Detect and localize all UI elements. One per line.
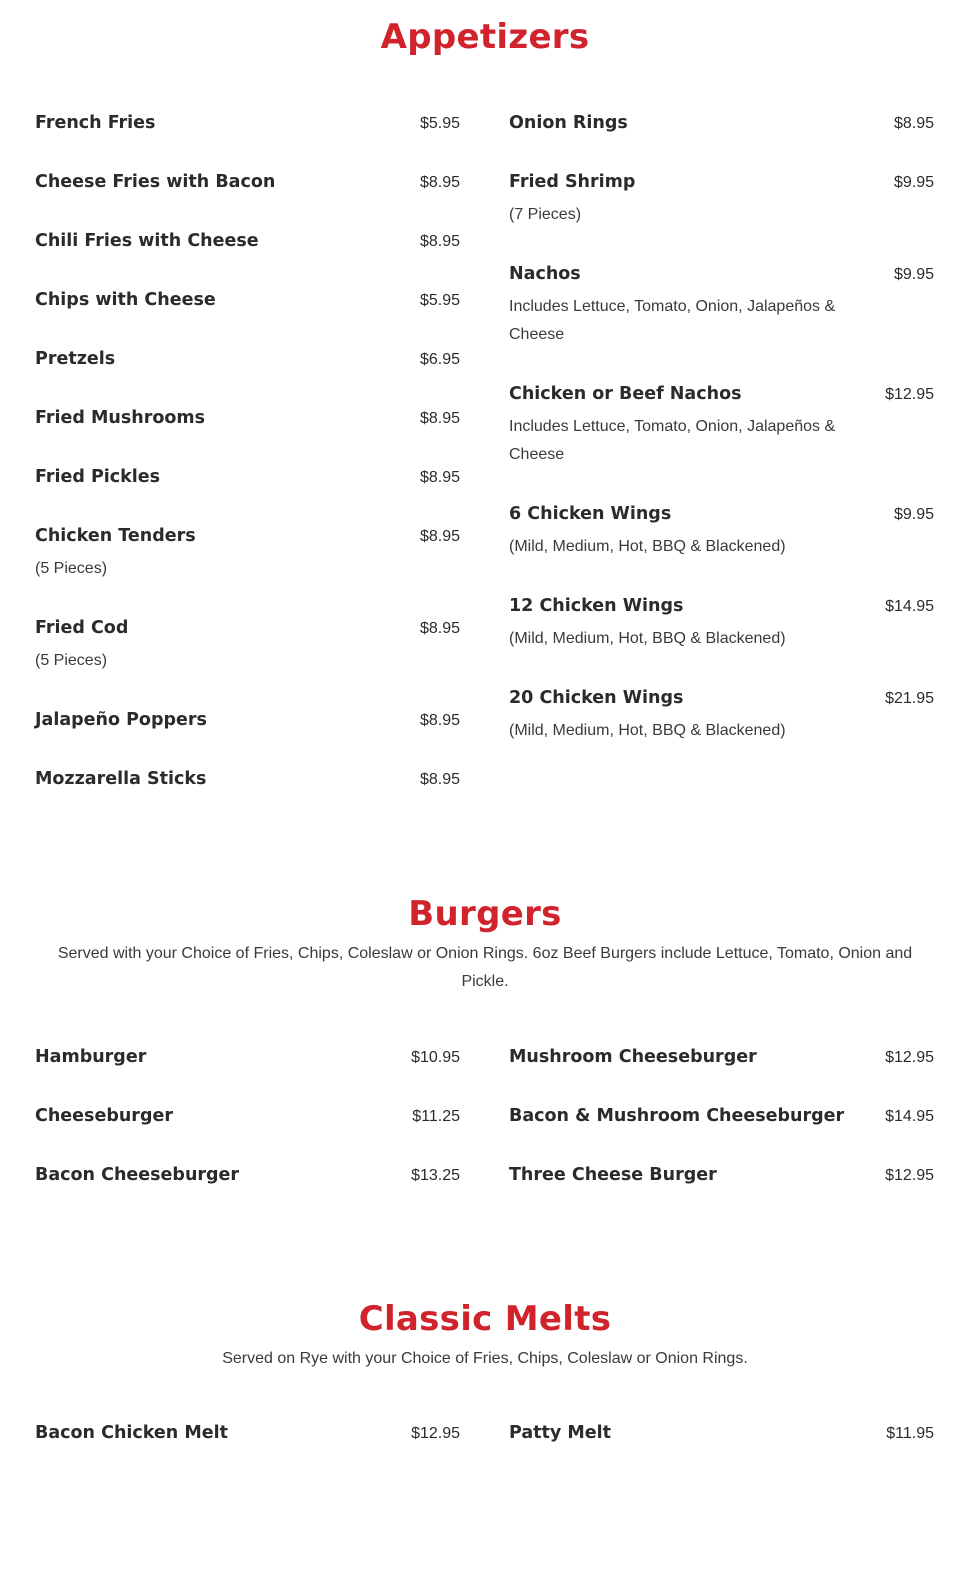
menu-item bbox=[35, 228, 460, 255]
menu-item-description: (5 Pieces) bbox=[35, 652, 108, 669]
menu-item bbox=[509, 110, 934, 137]
menu-item-price: $5.95 bbox=[419, 292, 460, 309]
menu-item-description: (Mild, Medium, Hot, BBQ & Blackened) bbox=[509, 630, 786, 647]
menu-item-row bbox=[35, 707, 460, 734]
appetizers-right-column bbox=[509, 110, 934, 777]
melts-right-column bbox=[509, 1420, 934, 1479]
menu-item-name: Bacon & Mushroom Cheeseburger bbox=[509, 1106, 845, 1126]
menu-item-price: $6.95 bbox=[419, 351, 460, 368]
menu-item-name: Three Cheese Burger bbox=[509, 1165, 717, 1185]
menu-item bbox=[35, 1103, 460, 1130]
menu-item-price: $12.95 bbox=[885, 1167, 934, 1184]
menu-item-row bbox=[35, 1044, 460, 1071]
menu-item bbox=[35, 1162, 460, 1189]
menu-item bbox=[509, 1044, 934, 1071]
menu-item-name: Nachos bbox=[509, 264, 581, 284]
menu-item bbox=[35, 405, 460, 432]
menu-item-name: Mushroom Cheeseburger bbox=[509, 1047, 757, 1067]
menu-item-price: $9.95 bbox=[893, 174, 934, 191]
menu-item-row bbox=[509, 1162, 934, 1189]
menu-item bbox=[35, 287, 460, 314]
burgers-left-column bbox=[35, 1044, 460, 1221]
burgers-section bbox=[0, 894, 970, 996]
menu-item-name: Chili Fries with Cheese bbox=[35, 231, 259, 251]
menu-item-name: 6 Chicken Wings bbox=[509, 504, 672, 524]
menu-item bbox=[509, 261, 934, 349]
menu-item-row bbox=[35, 615, 460, 642]
menu-item-description: Includes Lettuce, Tomato, Onion, Jalapeños & Cheese bbox=[509, 418, 836, 463]
menu-item-row bbox=[509, 1044, 934, 1071]
menu-item-price: $8.95 bbox=[419, 620, 460, 637]
menu-item bbox=[509, 501, 934, 561]
menu-item-row bbox=[35, 1103, 460, 1130]
menu-item bbox=[35, 766, 460, 793]
menu-item bbox=[35, 110, 460, 137]
menu-item bbox=[509, 1420, 934, 1447]
appetizers-title: Appetizers bbox=[380, 17, 590, 57]
menu-item-price: $8.95 bbox=[893, 115, 934, 132]
menu-item-price: $8.95 bbox=[419, 233, 460, 250]
menu-item-price: $11.25 bbox=[412, 1108, 460, 1125]
menu-item-name: Mozzarella Sticks bbox=[35, 769, 207, 789]
menu-item-name: 12 Chicken Wings bbox=[509, 596, 684, 616]
menu-item-price: $12.95 bbox=[885, 386, 934, 403]
menu-item bbox=[509, 1103, 934, 1130]
menu-item-name: Cheeseburger bbox=[35, 1106, 173, 1126]
menu-item-price: $8.95 bbox=[419, 174, 460, 191]
menu-item-name: Cheese Fries with Bacon bbox=[35, 172, 276, 192]
menu-item-row bbox=[509, 501, 934, 528]
menu-item-row bbox=[509, 169, 934, 196]
appetizers-section bbox=[0, 17, 970, 57]
menu-item-row bbox=[35, 169, 460, 196]
menu-item-price: $8.95 bbox=[419, 771, 460, 788]
menu-item-row bbox=[35, 287, 460, 314]
menu-item-price: $5.95 bbox=[419, 115, 460, 132]
menu-item-name: Chicken Tenders bbox=[35, 526, 196, 546]
menu-item bbox=[35, 464, 460, 491]
menu-item-name: Pretzels bbox=[35, 349, 116, 369]
menu-item-name: Fried Shrimp bbox=[509, 172, 636, 192]
menu-item-description: (5 Pieces) bbox=[35, 560, 108, 577]
menu-item-row bbox=[35, 766, 460, 793]
menu-item-price: $12.95 bbox=[885, 1049, 934, 1066]
menu-item-row bbox=[509, 381, 934, 408]
menu-item bbox=[35, 615, 460, 675]
menu-item-name: Fried Pickles bbox=[35, 467, 161, 487]
menu-item-row bbox=[509, 110, 934, 137]
menu-item bbox=[509, 593, 934, 653]
menu-item bbox=[35, 346, 460, 373]
burgers-right-column bbox=[509, 1044, 934, 1221]
menu-item-row bbox=[35, 228, 460, 255]
menu-item-name: Hamburger bbox=[35, 1047, 147, 1067]
menu-item-name: Bacon Chicken Melt bbox=[35, 1423, 229, 1443]
menu-item-row bbox=[35, 110, 460, 137]
menu-item-row bbox=[35, 346, 460, 373]
melts-section bbox=[0, 1299, 970, 1373]
menu-item bbox=[35, 169, 460, 196]
menu-item-row bbox=[509, 685, 934, 712]
menu-item-description: (Mild, Medium, Hot, BBQ & Blackened) bbox=[509, 722, 786, 739]
menu-item-row bbox=[35, 1162, 460, 1189]
menu-item-description: Includes Lettuce, Tomato, Onion, Jalapeños & Cheese bbox=[509, 298, 836, 343]
menu-item-name: Fried Cod bbox=[35, 618, 129, 638]
menu-item-name: French Fries bbox=[35, 113, 156, 133]
menu-item bbox=[509, 685, 934, 745]
burgers-description: Served with your Choice of Fries, Chips, Coleslaw or Onion Rings. 6oz Beef Burgers include Lettuce, Tomato, Onion and Pickle. bbox=[57, 945, 913, 990]
burgers-title: Burgers bbox=[408, 894, 562, 934]
menu-item bbox=[35, 1044, 460, 1071]
appetizers-left-column bbox=[35, 110, 460, 825]
menu-item-row bbox=[35, 1420, 460, 1447]
menu-item-price: $9.95 bbox=[893, 506, 934, 523]
menu-item-price: $8.95 bbox=[419, 469, 460, 486]
menu-item-price: $9.95 bbox=[893, 266, 934, 283]
menu-item-name: Onion Rings bbox=[509, 113, 628, 133]
menu-item-description: (Mild, Medium, Hot, BBQ & Blackened) bbox=[509, 538, 786, 555]
menu-item-price: $12.95 bbox=[411, 1425, 460, 1442]
menu-item-row bbox=[509, 261, 934, 288]
menu-item-name: Jalapeño Poppers bbox=[35, 710, 207, 730]
menu-item-description: (7 Pieces) bbox=[509, 206, 582, 223]
menu-item-price: $8.95 bbox=[419, 410, 460, 427]
melts-title: Classic Melts bbox=[358, 1299, 612, 1339]
menu-item-name: 20 Chicken Wings bbox=[509, 688, 684, 708]
menu-item-price: $8.95 bbox=[419, 528, 460, 545]
menu-item-price: $14.95 bbox=[885, 1108, 934, 1125]
menu-item bbox=[509, 1162, 934, 1189]
menu-item bbox=[35, 707, 460, 734]
menu-item bbox=[509, 169, 934, 229]
menu-item-price: $13.25 bbox=[411, 1167, 460, 1184]
menu-item bbox=[35, 523, 460, 583]
menu-item-row bbox=[509, 1420, 934, 1447]
menu-item-price: $8.95 bbox=[419, 712, 460, 729]
melts-left-column bbox=[35, 1420, 460, 1479]
menu-item-row bbox=[509, 593, 934, 620]
menu-item-price: $10.95 bbox=[411, 1049, 460, 1066]
menu-item-row bbox=[509, 1103, 934, 1130]
menu-item-name: Chicken or Beef Nachos bbox=[509, 384, 742, 404]
menu-item-price: $11.95 bbox=[886, 1425, 934, 1442]
melts-description: Served on Rye with your Choice of Fries, Chips, Coleslaw or Onion Rings. bbox=[222, 1350, 748, 1367]
menu-item-row bbox=[35, 405, 460, 432]
menu-item-name: Patty Melt bbox=[509, 1423, 612, 1443]
menu-item-row bbox=[35, 464, 460, 491]
menu-item-price: $14.95 bbox=[885, 598, 934, 615]
menu-item bbox=[35, 1420, 460, 1447]
menu-item-name: Bacon Cheeseburger bbox=[35, 1165, 240, 1185]
menu-item-row bbox=[35, 523, 460, 550]
menu-item bbox=[509, 381, 934, 469]
menu-item-price: $21.95 bbox=[885, 690, 934, 707]
menu-item-name: Chips with Cheese bbox=[35, 290, 216, 310]
menu-item-name: Fried Mushrooms bbox=[35, 408, 206, 428]
